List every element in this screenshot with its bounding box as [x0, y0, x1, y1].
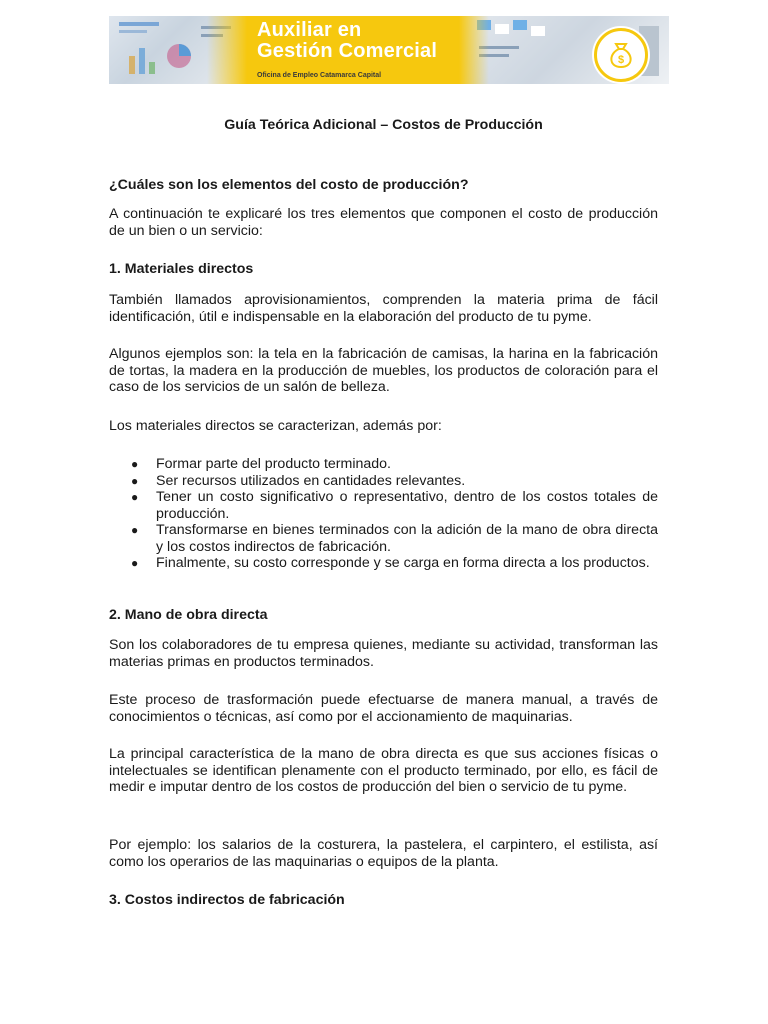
section2-paragraph-4: Por ejemplo: los salarios de la costurera, la pastelera, el carpintero, el estilista, así como los operarios de las maquinarias o equipos de la planta. [109, 837, 658, 870]
section3-heading: 3. Costos indirectos de fabricación [109, 892, 345, 908]
svg-text:$: $ [617, 54, 625, 66]
page-title: Guía Teórica Adicional – Costos de Producción [224, 117, 543, 133]
money-bag-icon [594, 28, 648, 82]
section2-paragraph-3: La principal característica de la mano de obra directa es que sus acciones físicas o intelectuales se identifican plenamente con el producto terminado, por ello, es fácil de medir e imputar dentro de los costos de producción del bien o servicio de tu pyme. [109, 746, 658, 795]
list-item: ● Transformarse en bienes terminados con la adición de la mano de obra directa y los costos indirectos de fabricación. [131, 522, 658, 555]
intro-paragraph: A continuación te explicaré los tres elementos que componen el costo de producción de un bien o un servicio: [109, 206, 658, 239]
intro-question: ¿Cuáles son los elementos del costo de producción? [109, 177, 469, 193]
list-item: ● Finalmente, su costo corresponde y se carga en forma directa a los productos. [131, 555, 650, 571]
banner-title-line1: Auxiliar en [257, 19, 362, 41]
section2-heading: 2. Mano de obra directa [109, 607, 268, 623]
banner-title [257, 20, 437, 62]
list-item: ● Tener un costo significativo o representativo, dentro de los costos totales de producción. [131, 489, 658, 522]
section1-paragraph-3: Los materiales directos se caracterizan, además por: [109, 418, 442, 434]
section1-paragraph-1: También llamados aprovisionamientos, comprenden la materia prima de fácil identificación, útil e indispensable en la elaboración del producto de tu pyme. [109, 292, 658, 325]
section1-heading: 1. Materiales directos [109, 261, 254, 277]
banner-photo-left [109, 16, 247, 84]
list-item: ● Formar parte del producto terminado. [131, 456, 391, 472]
section1-paragraph-2: Algunos ejemplos son: la tela en la fabricación de camisas, la harina en la fabricación de tortas, la madera en la producción de muebles, los productos de coloración para el caso de los servicios de un salón de belleza. [109, 346, 658, 395]
banner-title-line2: Gestión Comercial [257, 40, 438, 62]
header-banner [109, 16, 669, 84]
list-item: ● Ser recursos utilizados en cantidades relevantes. [131, 472, 466, 489]
banner-subtitle: Oficina de Empleo Catamarca Capital [257, 72, 382, 79]
section2-paragraph-2: Este proceso de trasformación puede efectuarse de manera manual, a través de conocimientos o técnicas, así como por el accionamiento de maquinarias. [109, 692, 658, 725]
characteristics-list [109, 456, 658, 572]
section2-paragraph-1: Son los colaboradores de tu empresa quienes, mediante su actividad, transforman las materias primas en productos terminados. [109, 637, 658, 670]
